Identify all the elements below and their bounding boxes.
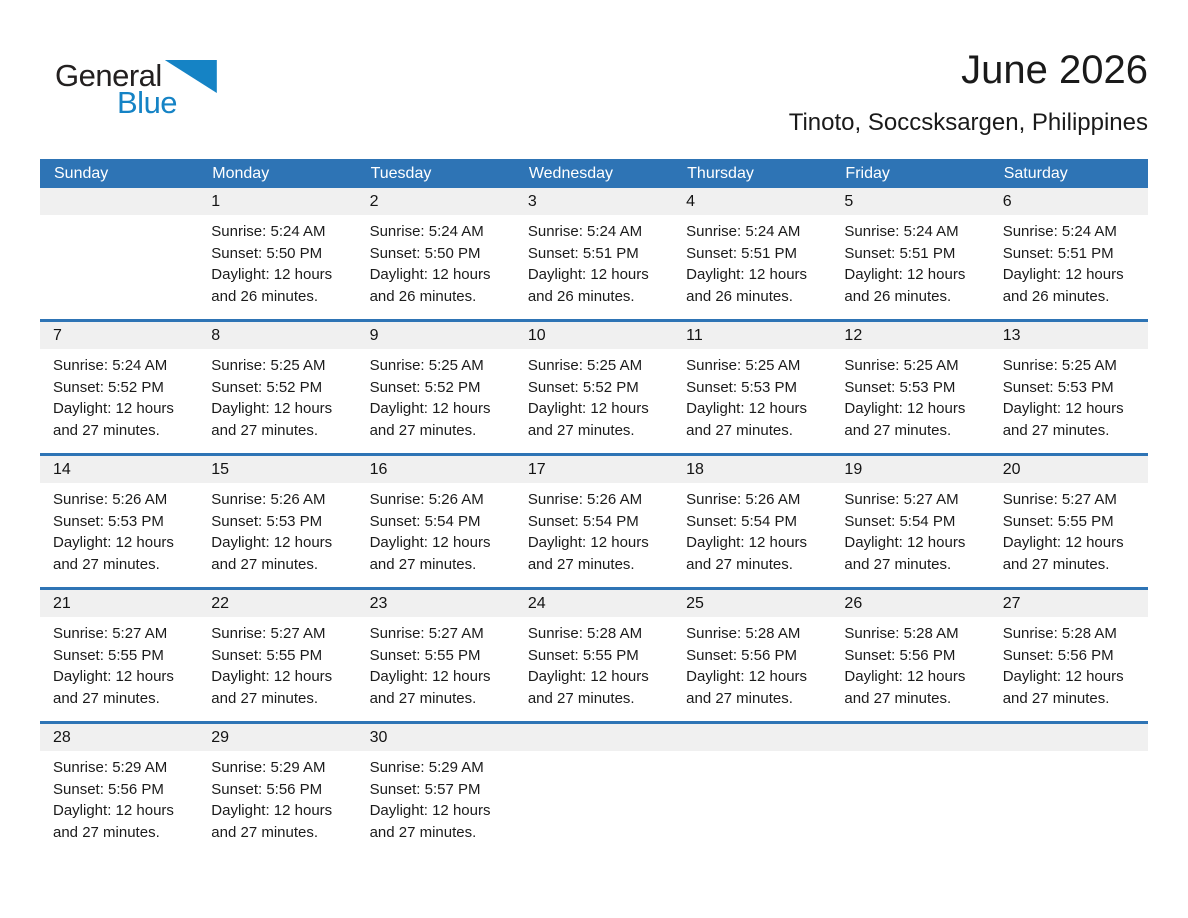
day-number: 22: [198, 590, 356, 617]
day-cell: [673, 188, 831, 319]
sunset-text: Sunset: 5:52 PM: [211, 378, 323, 396]
daylight-text: Daylight: 12 hours and 27 minutes.: [53, 400, 174, 439]
day-cell: [515, 590, 673, 721]
sunset-text: Sunset: 5:53 PM: [211, 512, 323, 530]
daylight-text: Daylight: 12 hours and 27 minutes.: [53, 802, 174, 841]
day-number: 4: [673, 188, 831, 215]
daylight-text: Daylight: 12 hours and 27 minutes.: [211, 802, 333, 841]
daylight-text: Daylight: 12 hours and 27 minutes.: [686, 668, 808, 707]
day-number: 3: [515, 188, 673, 215]
sunrise-text: Sunrise: 5:25 AM: [527, 357, 643, 374]
daylight-text: Daylight: 12 hours and 27 minutes.: [527, 534, 649, 573]
weekday-header-wednesday: Wednesday: [528, 164, 614, 182]
daylight-text: Daylight: 12 hours and 27 minutes.: [369, 668, 491, 707]
sunrise-text: Sunrise: 5:26 AM: [369, 491, 484, 508]
empty-day-cell: [831, 724, 989, 855]
day-info: [357, 349, 515, 451]
sunset-text: Sunset: 5:53 PM: [686, 378, 798, 396]
day-cell: [357, 724, 515, 855]
day-number: 27: [990, 590, 1148, 617]
sunset-text: Sunset: 5:50 PM: [211, 244, 323, 262]
sunset-text: Sunset: 5:51 PM: [686, 244, 798, 262]
day-info: [198, 349, 356, 451]
sunrise-text: Sunrise: 5:28 AM: [844, 625, 959, 642]
day-number: 25: [673, 590, 831, 617]
day-number: 21: [40, 590, 198, 617]
sunrise-text: Sunrise: 5:25 AM: [369, 357, 484, 374]
daylight-text: Daylight: 12 hours and 26 minutes.: [369, 266, 491, 305]
day-info: [198, 751, 356, 853]
sunset-text: Sunset: 5:52 PM: [369, 378, 481, 396]
sunrise-text: Sunrise: 5:27 AM: [211, 625, 326, 642]
day-info: [673, 751, 831, 767]
day-number: 17: [515, 456, 673, 483]
daylight-text: Daylight: 12 hours and 27 minutes.: [527, 400, 649, 439]
sunrise-text: Sunrise: 5:24 AM: [527, 223, 643, 240]
weekday-header-saturday: Saturday: [1003, 164, 1068, 182]
logo-text-blue: Blue: [117, 85, 178, 120]
day-info: [673, 349, 831, 451]
day-cell: [831, 188, 989, 319]
logo-text-general: General: [55, 58, 162, 93]
sunset-text: Sunset: 5:55 PM: [211, 646, 323, 664]
sunrise-text: Sunrise: 5:29 AM: [211, 759, 326, 776]
sunrise-text: Sunrise: 5:26 AM: [686, 491, 801, 508]
page-subtitle: Tinoto, Soccsksargen, Philippines: [788, 109, 1148, 136]
day-cell: [198, 322, 356, 453]
sunset-text: Sunset: 5:51 PM: [844, 244, 956, 262]
sunset-text: Sunset: 5:51 PM: [527, 244, 639, 262]
sunset-text: Sunset: 5:57 PM: [369, 780, 481, 798]
day-cell: [40, 590, 198, 721]
day-cell: [198, 724, 356, 855]
sunrise-text: Sunrise: 5:24 AM: [369, 223, 484, 240]
sunrise-text: Sunrise: 5:25 AM: [844, 357, 959, 374]
sunset-text: Sunset: 5:56 PM: [211, 780, 323, 798]
sunrise-text: Sunrise: 5:25 AM: [1002, 357, 1117, 374]
day-info: [990, 349, 1148, 451]
sunrise-text: Sunrise: 5:29 AM: [53, 759, 168, 776]
day-cell: [990, 322, 1148, 453]
weekday-header-sunday: Sunday: [54, 164, 109, 182]
day-number: [40, 188, 198, 215]
day-cell: [357, 322, 515, 453]
sunset-text: Sunset: 5:50 PM: [369, 244, 481, 262]
weekday-header-tuesday: Tuesday: [370, 164, 432, 182]
sunset-text: Sunset: 5:54 PM: [369, 512, 481, 530]
sunset-text: Sunset: 5:54 PM: [686, 512, 798, 530]
day-info: [357, 751, 515, 853]
sunset-text: Sunset: 5:51 PM: [1002, 244, 1114, 262]
day-info: [40, 751, 198, 853]
daylight-text: Daylight: 12 hours and 27 minutes.: [844, 400, 966, 439]
day-cell: [990, 456, 1148, 587]
daylight-text: Daylight: 12 hours and 27 minutes.: [369, 802, 491, 841]
sunrise-text: Sunrise: 5:26 AM: [527, 491, 643, 508]
day-number: 14: [40, 456, 198, 483]
weekday-header-monday: Monday: [212, 164, 270, 182]
daylight-text: Daylight: 12 hours and 27 minutes.: [369, 534, 491, 573]
weekday-header-row: [40, 159, 1148, 188]
day-number: 28: [40, 724, 198, 751]
day-cell: [40, 724, 198, 855]
day-cell: [357, 188, 515, 319]
day-cell: [515, 188, 673, 319]
daylight-text: Daylight: 12 hours and 26 minutes.: [686, 266, 808, 305]
calendar-weeks: [40, 188, 1148, 855]
daylight-text: Daylight: 12 hours and 27 minutes.: [527, 668, 649, 707]
sunset-text: Sunset: 5:56 PM: [844, 646, 956, 664]
day-number: 10: [515, 322, 673, 349]
sunrise-text: Sunrise: 5:27 AM: [369, 625, 484, 642]
sunset-text: Sunset: 5:55 PM: [1002, 512, 1114, 530]
daylight-text: Daylight: 12 hours and 26 minutes.: [844, 266, 966, 305]
day-info: [831, 483, 989, 585]
day-info: [990, 215, 1148, 317]
sunrise-text: Sunrise: 5:27 AM: [844, 491, 959, 508]
day-cell: [515, 456, 673, 587]
daylight-text: Daylight: 12 hours and 27 minutes.: [211, 668, 333, 707]
daylight-text: Daylight: 12 hours and 27 minutes.: [211, 400, 333, 439]
sunrise-text: Sunrise: 5:28 AM: [1002, 625, 1117, 642]
day-cell: [831, 322, 989, 453]
day-number: [831, 724, 989, 751]
sunset-text: Sunset: 5:56 PM: [53, 780, 164, 798]
day-number: 7: [40, 322, 198, 349]
calendar-table: [40, 159, 1148, 855]
daylight-text: Daylight: 12 hours and 27 minutes.: [1002, 400, 1124, 439]
daylight-text: Daylight: 12 hours and 26 minutes.: [211, 266, 333, 305]
sunset-text: Sunset: 5:53 PM: [53, 512, 164, 530]
daylight-text: Daylight: 12 hours and 27 minutes.: [53, 534, 174, 573]
day-info: [515, 483, 673, 585]
empty-day-cell: [40, 188, 198, 319]
day-number: 1: [198, 188, 356, 215]
day-cell: [357, 456, 515, 587]
day-cell: [990, 590, 1148, 721]
sunrise-text: Sunrise: 5:24 AM: [686, 223, 801, 240]
day-number: 18: [673, 456, 831, 483]
week-row: [40, 453, 1148, 587]
day-info: [40, 617, 198, 719]
sunset-text: Sunset: 5:55 PM: [527, 646, 639, 664]
day-cell: [673, 322, 831, 453]
day-cell: [198, 590, 356, 721]
daylight-text: Daylight: 12 hours and 27 minutes.: [686, 400, 808, 439]
day-number: 19: [831, 456, 989, 483]
empty-day-cell: [990, 724, 1148, 855]
week-row: [40, 319, 1148, 453]
sunrise-text: Sunrise: 5:25 AM: [211, 357, 326, 374]
day-cell: [831, 456, 989, 587]
day-info: [673, 483, 831, 585]
empty-day-cell: [515, 724, 673, 855]
daylight-text: Daylight: 12 hours and 26 minutes.: [1002, 266, 1124, 305]
day-number: 23: [357, 590, 515, 617]
day-number: 12: [831, 322, 989, 349]
day-info: [831, 617, 989, 719]
sunrise-text: Sunrise: 5:25 AM: [686, 357, 801, 374]
day-number: [515, 724, 673, 751]
daylight-text: Daylight: 12 hours and 27 minutes.: [369, 400, 491, 439]
day-number: [673, 724, 831, 751]
sunrise-text: Sunrise: 5:27 AM: [1002, 491, 1117, 508]
day-number: 24: [515, 590, 673, 617]
sunset-text: Sunset: 5:55 PM: [53, 646, 164, 664]
daylight-text: Daylight: 12 hours and 27 minutes.: [1002, 534, 1124, 573]
day-info: [40, 483, 198, 585]
sunset-text: Sunset: 5:56 PM: [686, 646, 798, 664]
day-cell: [673, 590, 831, 721]
day-info: [515, 349, 673, 451]
sunrise-text: Sunrise: 5:24 AM: [844, 223, 959, 240]
day-info: [673, 215, 831, 317]
day-cell: [357, 590, 515, 721]
page-title: June 2026: [961, 48, 1148, 92]
day-number: 30: [357, 724, 515, 751]
sunrise-text: Sunrise: 5:27 AM: [53, 625, 168, 642]
empty-day-cell: [673, 724, 831, 855]
day-info: [357, 617, 515, 719]
day-number: 26: [831, 590, 989, 617]
sunrise-text: Sunrise: 5:26 AM: [53, 491, 168, 508]
day-info: [990, 751, 1148, 767]
sunset-text: Sunset: 5:54 PM: [844, 512, 956, 530]
sunset-text: Sunset: 5:52 PM: [527, 378, 639, 396]
day-cell: [673, 456, 831, 587]
day-number: 16: [357, 456, 515, 483]
day-info: [198, 617, 356, 719]
day-number: 20: [990, 456, 1148, 483]
day-number: 11: [673, 322, 831, 349]
day-number: 6: [990, 188, 1148, 215]
day-number: 15: [198, 456, 356, 483]
day-info: [673, 617, 831, 719]
daylight-text: Daylight: 12 hours and 27 minutes.: [844, 668, 966, 707]
sunrise-text: Sunrise: 5:29 AM: [369, 759, 484, 776]
title-block: [789, 48, 1148, 137]
day-info: [515, 751, 673, 767]
sunrise-text: Sunrise: 5:24 AM: [53, 357, 168, 374]
daylight-text: Daylight: 12 hours and 27 minutes.: [53, 668, 174, 707]
day-info: [198, 215, 356, 317]
day-cell: [515, 322, 673, 453]
sunset-text: Sunset: 5:56 PM: [1002, 646, 1114, 664]
day-number: 13: [990, 322, 1148, 349]
day-cell: [198, 456, 356, 587]
week-row: [40, 587, 1148, 721]
week-row: [40, 188, 1148, 319]
weekday-header-friday: Friday: [845, 164, 890, 182]
day-info: [198, 483, 356, 585]
daylight-text: Daylight: 12 hours and 27 minutes.: [686, 534, 808, 573]
general-blue-logo: [55, 60, 217, 118]
day-info: [40, 349, 198, 451]
daylight-text: Daylight: 12 hours and 27 minutes.: [1002, 668, 1124, 707]
day-info: [831, 215, 989, 317]
day-info: [40, 215, 198, 231]
day-info: [357, 215, 515, 317]
daylight-text: Daylight: 12 hours and 27 minutes.: [211, 534, 333, 573]
day-info: [515, 617, 673, 719]
sunset-text: Sunset: 5:53 PM: [1002, 378, 1114, 396]
sunset-text: Sunset: 5:52 PM: [53, 378, 164, 396]
sunrise-text: Sunrise: 5:28 AM: [527, 625, 643, 642]
day-info: [831, 751, 989, 767]
day-info: [990, 483, 1148, 585]
day-info: [831, 349, 989, 451]
day-cell: [831, 590, 989, 721]
day-cell: [40, 456, 198, 587]
day-info: [515, 215, 673, 317]
day-cell: [990, 188, 1148, 319]
daylight-text: Daylight: 12 hours and 26 minutes.: [527, 266, 649, 305]
day-cell: [40, 322, 198, 453]
day-info: [357, 483, 515, 585]
day-number: 8: [198, 322, 356, 349]
day-number: [990, 724, 1148, 751]
weekday-header-thursday: Thursday: [687, 164, 754, 182]
sunrise-text: Sunrise: 5:28 AM: [686, 625, 801, 642]
day-number: 2: [357, 188, 515, 215]
sunset-text: Sunset: 5:54 PM: [527, 512, 639, 530]
day-number: 5: [831, 188, 989, 215]
sunset-text: Sunset: 5:53 PM: [844, 378, 956, 396]
day-number: 9: [357, 322, 515, 349]
day-info: [990, 617, 1148, 719]
daylight-text: Daylight: 12 hours and 27 minutes.: [844, 534, 966, 573]
sunset-text: Sunset: 5:55 PM: [369, 646, 481, 664]
day-cell: [198, 188, 356, 319]
sunrise-text: Sunrise: 5:24 AM: [211, 223, 326, 240]
day-number: 29: [198, 724, 356, 751]
sunrise-text: Sunrise: 5:26 AM: [211, 491, 326, 508]
week-row: [40, 721, 1148, 855]
sunrise-text: Sunrise: 5:24 AM: [1002, 223, 1117, 240]
